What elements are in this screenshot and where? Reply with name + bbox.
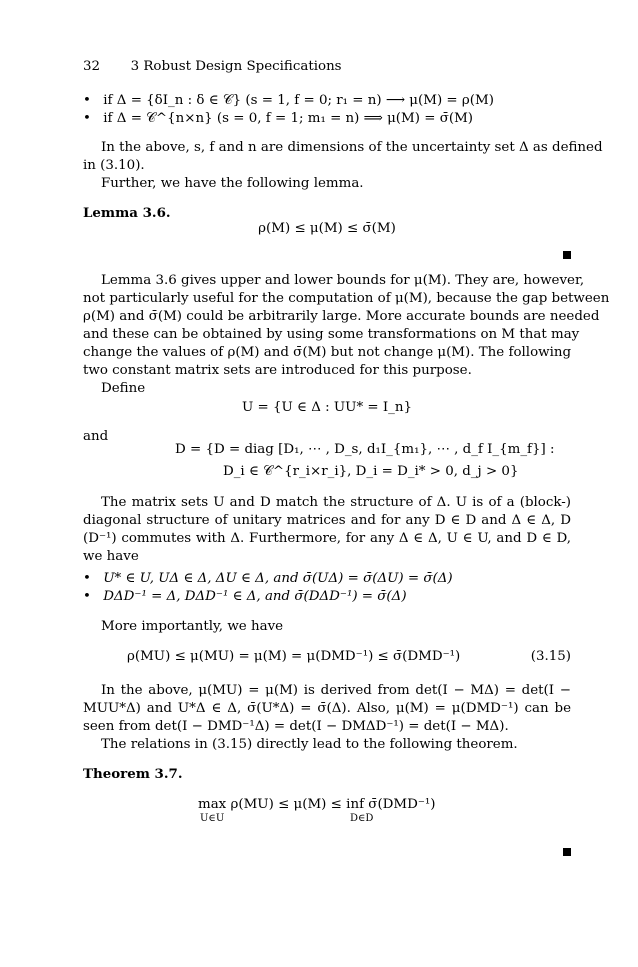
paragraph-line: in (3.10). [83,158,145,173]
bullet-item [83,110,473,128]
theorem-inf-subscript: D∈D [350,813,374,824]
paragraph-line: (D⁻¹) commutes with Δ. Furthermore, for any Δ ∈ Δ, U ∈ U, and D ∈ D, [83,531,571,546]
bullet-icon: • [83,111,91,126]
paragraph-line: change the values of ρ(M) and σ̄(M) but not change μ(M). The following [83,345,572,360]
bullet-item [83,570,453,588]
paragraph-line: seen from det(I − DMD⁻¹Δ) = det(I − DMΔD⁻¹) = det(I − MΔ). [83,719,509,734]
paragraph-line: Lemma 3.6 gives upper and lower bounds for μ(M). They are, however, [101,273,585,288]
equation-number: (3.15) [530,649,571,664]
equation-3-15: ρ(MU) ≤ μ(MU) = μ(M) = μ(DMD⁻¹) ≤ σ̄(DMD⁻¹) [127,649,461,664]
bullet-icon: • [83,589,91,604]
lemma-equation: ρ(M) ≤ μ(M) ≤ σ̄(M) [258,221,396,236]
theorem-equation [198,796,436,814]
bullet-text: if Δ = {δI_n : δ ∈ 𝒞} (s = 1, f = 0; r₁ = n) ⟶ μ(M) = ρ(M) [103,93,494,108]
paragraph-line: ρ(M) and σ̄(M) could be arbitrarily large. More accurate bounds are needed [83,309,600,324]
qed-square [563,251,571,259]
paragraph-line: diagonal structure of unitary matrices and for any D ∈ D and Δ ∈ Δ, D [83,513,571,528]
paragraph-line: The relations in (3.15) directly lead to the following theorem. [101,737,518,752]
bullet-item [83,588,407,606]
paragraph-line: Define [101,381,146,396]
bullet-icon: • [83,93,91,108]
bullet-text: DΔD⁻¹ = Δ, DΔD⁻¹ ∈ Δ, and σ̄(DΔD⁻¹) = σ̄(Δ) [103,589,407,604]
lemma-label: Lemma 3.6. [83,205,171,221]
bullet-icon: • [83,571,91,586]
equation-D-line1: D = {D = diag [D₁, ⋯ , D_s, d₁I_{m₁}, ⋯ , d_f I_{m_f}] : [175,442,555,457]
paragraph-line: The matrix sets U and D match the structure of Δ. U is of a (block-) [101,495,571,510]
paragraph-line: not particularly useful for the computation of μ(M), because the gap between [83,291,610,306]
running-header [83,58,342,76]
paragraph-line: and [83,429,109,444]
theorem-inf-word: inf [346,797,365,812]
theorem-inf-part: σ̄(DMD⁻¹) [368,797,436,812]
qed-square [563,848,571,856]
paragraph-line: Further, we have the following lemma. [101,176,364,191]
bullet-text: if Δ = 𝒞^{n×n} (s = 0, f = 1; m₁ = n) ⟹ μ(M) = σ̄(M) [103,111,473,126]
equation-D-line2: D_i ∈ 𝒞^{r_i×r_i}, D_i = D_i* > 0, d_j > 0} [223,464,519,479]
paragraph-line: In the above, μ(MU) = μ(M) is derived from det(I − MΔ) = det(I − [101,683,571,698]
theorem-label: Theorem 3.7. [83,766,183,782]
equation-U: U = {U ∈ Δ : UU* = I_n} [241,400,413,415]
theorem-max-subscript: U∈U [200,813,225,824]
paragraph-line: we have [83,549,139,564]
bullet-item [83,92,494,110]
bullet-text: U* ∈ U, UΔ ∈ Δ, ΔU ∈ Δ, and σ̄(UΔ) = σ̄(ΔU) = σ̄(Δ) [103,571,453,586]
paragraph-line: and these can be obtained by using some transformations on M that may [83,327,580,342]
paragraph-line: MUU*Δ) and U*Δ ∈ Δ, σ̄(U*Δ) = σ̄(Δ). Also, μ(M) = μ(DMD⁻¹) can be [83,701,571,716]
paragraph-line: More importantly, we have [101,619,284,634]
running-title: 3 Robust Design Specifications [130,59,342,74]
paragraph-line: two constant matrix sets are introduced for this purpose. [83,363,472,378]
theorem-max-part: max ρ(MU) ≤ μ(M) ≤ [198,797,342,812]
paragraph-line: In the above, s, f and n are dimensions of the uncertainty set Δ as defined [101,140,603,155]
page-number: 32 [83,59,101,74]
